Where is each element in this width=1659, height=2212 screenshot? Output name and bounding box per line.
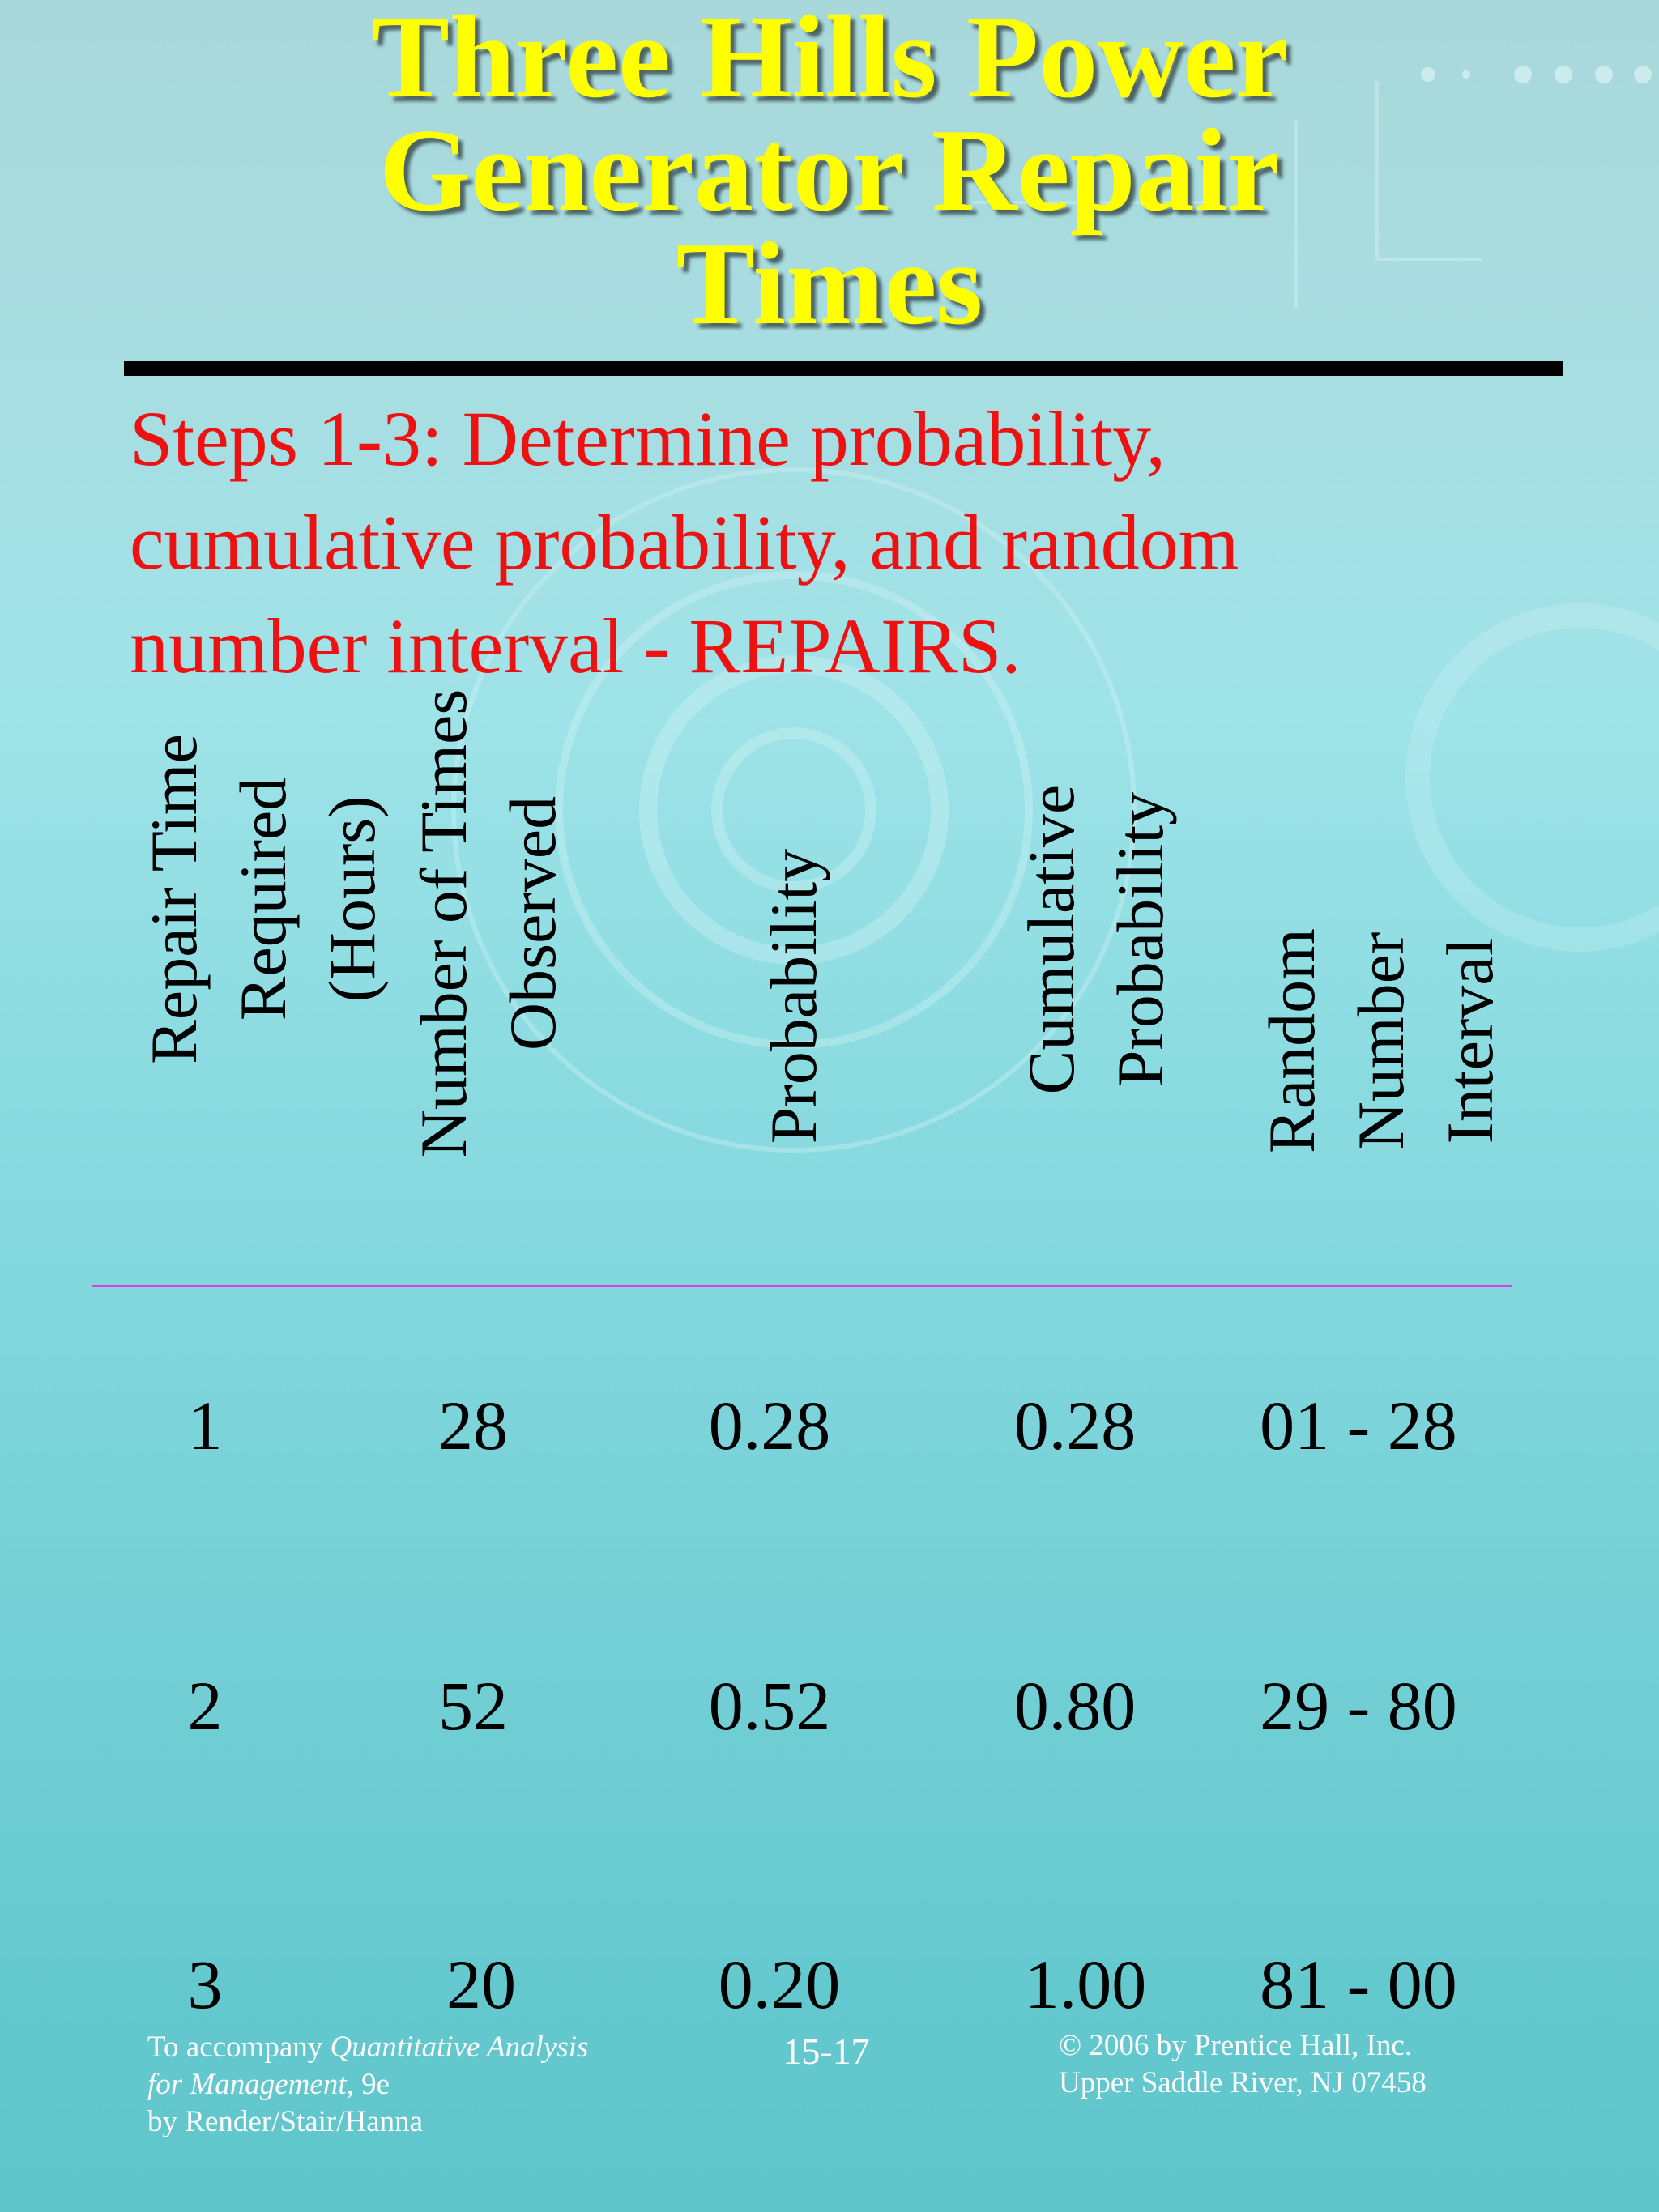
footer-book-title: Quantitative Analysis xyxy=(330,2031,589,2064)
header-repair-time xyxy=(130,705,397,1093)
title-line-3: Times xyxy=(676,218,983,349)
header-number-observed-line-1: Number of Times xyxy=(407,688,480,1158)
footer-book-title-2: for Management, xyxy=(147,2068,354,2101)
title-line-1: Three Hills Power xyxy=(370,0,1289,122)
table-cell-r1-repair-time: 1 xyxy=(187,1387,223,1464)
footer-address: Upper Saddle River, NJ 07458 xyxy=(1059,2066,1427,2099)
header-random-line-3: Interval xyxy=(1433,937,1507,1144)
header-cumulative-line-1: Cumulative xyxy=(1014,784,1088,1095)
steps-text xyxy=(130,387,1588,698)
footer-authors: by Render/Stair/Hanna xyxy=(147,2105,424,2138)
table-cell-r3-probability: 0.20 xyxy=(718,1946,841,2023)
title-divider xyxy=(124,361,1563,376)
header-repair-time-line-1: Repair Time xyxy=(137,734,211,1064)
table-cell-r3-repair-time: 3 xyxy=(187,1946,223,2023)
footer-right xyxy=(1059,2027,1427,2102)
header-number-observed-line-2: Observed xyxy=(496,795,569,1051)
table-cell-r1-observed: 28 xyxy=(438,1387,508,1464)
footer-copyright: © 2006 by Prentice Hall, Inc. xyxy=(1059,2029,1413,2062)
table-cell-r1-cumulative: 0.28 xyxy=(1013,1387,1137,1464)
header-repair-time-line-3: (Hours) xyxy=(315,795,389,1003)
header-random-number-interval xyxy=(1247,907,1515,1174)
steps-line-1: Steps 1-3: Determine probability, xyxy=(130,395,1166,482)
header-repair-time-line-2: Required xyxy=(226,777,300,1021)
header-number-observed xyxy=(399,672,578,1174)
title-line-2: Generator Repair xyxy=(378,104,1281,236)
header-separator xyxy=(92,1285,1512,1287)
footer-edition: 9e xyxy=(353,2068,390,2101)
table-cell-r2-repair-time: 2 xyxy=(187,1667,223,1745)
page-number: 15-17 xyxy=(783,2031,870,2072)
steps-line-3: number interval - REPAIRS. xyxy=(130,603,1021,689)
header-random-line-2: Number xyxy=(1344,931,1418,1150)
table-cell-r2-probability: 0.52 xyxy=(708,1667,831,1745)
header-cumulative-line-2: Probability xyxy=(1103,791,1177,1088)
table-cell-r3-observed: 20 xyxy=(446,1946,516,2023)
steps-line-2: cumulative probability, and random xyxy=(130,499,1239,586)
footer-accompany-text: To accompany xyxy=(147,2031,331,2064)
table-cell-r2-observed: 52 xyxy=(438,1667,508,1745)
header-probability xyxy=(749,826,838,1166)
footer-left xyxy=(147,2029,588,2141)
table-cell-r3-interval: 81 - 00 xyxy=(1260,1946,1457,2023)
header-cumulative-probability xyxy=(1007,761,1185,1118)
table-cell-r3-cumulative: 1.00 xyxy=(1024,1946,1147,2023)
header-probability-line-1: Probability xyxy=(757,848,830,1144)
header-random-line-1: Random xyxy=(1255,928,1328,1153)
table-cell-r2-cumulative: 0.80 xyxy=(1013,1667,1137,1745)
table-cell-r1-probability: 0.28 xyxy=(708,1387,831,1464)
table-cell-r2-interval: 29 - 80 xyxy=(1260,1667,1457,1745)
slide-title xyxy=(0,0,1659,349)
table-cell-r1-interval: 01 - 28 xyxy=(1260,1387,1457,1464)
